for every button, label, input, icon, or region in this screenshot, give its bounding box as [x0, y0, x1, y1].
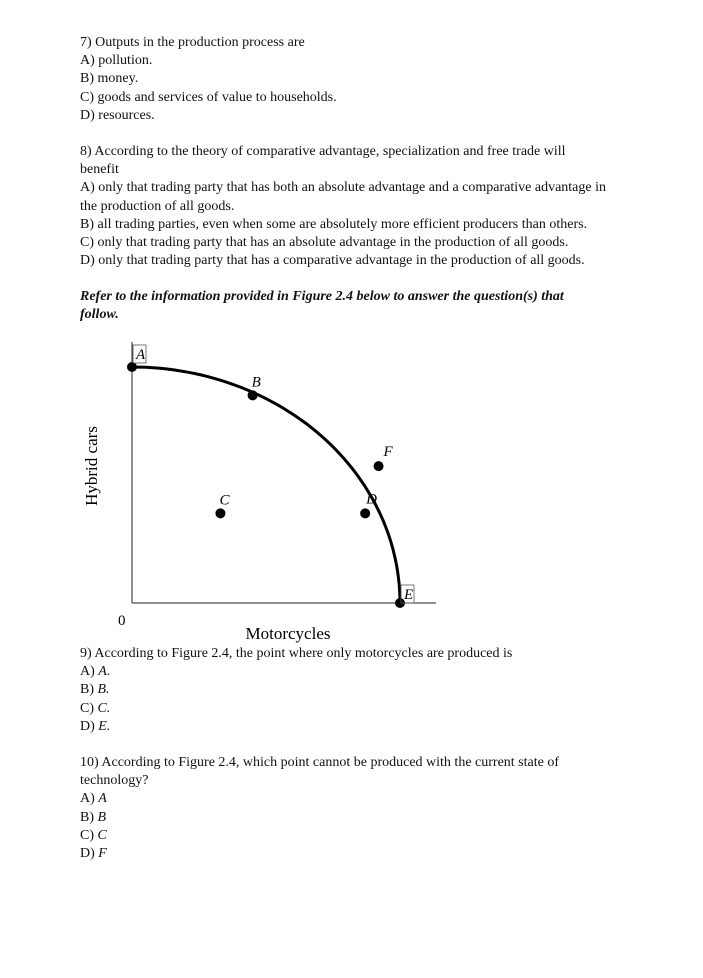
- question-8-stem: 8) According to the theory of comparative advantage, specialization and free trade will: [80, 144, 566, 159]
- origin-label: 0: [118, 613, 126, 629]
- question-7-option-d: D) resources.: [80, 107, 155, 123]
- question-10-option-d: D) F: [80, 846, 107, 862]
- instruction-line-2: follow.: [80, 307, 119, 323]
- point-f: [374, 461, 384, 471]
- point-f-label: F: [383, 444, 393, 461]
- instruction-line-1: Refer to the information provided in Figure 2.4 below to answer the question(s) that: [80, 289, 564, 304]
- question-7-stem: 7) Outputs in the production process are: [80, 35, 305, 50]
- ppf-chart: [70, 330, 470, 650]
- x-axis-label: Motorcycles: [245, 624, 331, 643]
- y-axis-label: Hybrid cars: [82, 426, 101, 506]
- question-8-option-b: B) all trading parties, even when some are absolutely more efficient producers than others.: [80, 216, 588, 232]
- question-10-option-a: A) A: [80, 791, 107, 807]
- question-8-stem-cont: benefit: [80, 162, 119, 178]
- question-9: [80, 645, 680, 736]
- point-d-label: D: [366, 491, 378, 508]
- question-9-option-d: D) E.: [80, 718, 111, 734]
- question-7: [80, 34, 680, 125]
- point-d: [360, 508, 370, 518]
- question-8: [80, 143, 680, 270]
- question-10-option-c: C) C: [80, 827, 107, 843]
- question-9-option-b: B) B.: [80, 682, 110, 698]
- point-b: [248, 390, 258, 400]
- question-10-stem-cont: technology?: [80, 773, 149, 789]
- point-e-label: E: [404, 587, 414, 603]
- point-b-label: B: [251, 374, 261, 391]
- question-9-option-a: A) A.: [80, 664, 111, 680]
- question-10-stem: 10) According to Figure 2.4, which point cannot be produced with the current state of: [80, 755, 559, 770]
- point-a-label: A: [136, 347, 146, 363]
- question-7-option-b: B) money.: [80, 71, 139, 87]
- point-c: [215, 508, 225, 518]
- question-8-option-d: D) only that trading party that has a comparative advantage in the production of all goods.: [80, 253, 585, 269]
- question-8-option-c: C) only that trading party that has an absolute advantage in the production of all goods.: [80, 235, 569, 251]
- point-a: [127, 362, 137, 372]
- question-7-option-c: C) goods and services of value to households.: [80, 89, 337, 105]
- points-layer: [127, 345, 414, 608]
- question-7-option-a: A) pollution.: [80, 53, 153, 69]
- point-c-label: C: [219, 492, 230, 509]
- question-10-option-b: B) B: [80, 809, 107, 825]
- question-8-option-a-cont: the production of all goods.: [80, 198, 235, 214]
- question-8-option-a: A) only that trading party that has both an absolute advantage and a comparative advantage in: [80, 180, 606, 196]
- frontier-curve: [132, 367, 400, 603]
- question-9-stem: 9) According to Figure 2.4, the point where only motorcycles are produced is: [80, 646, 513, 661]
- question-9-option-c: C) C.: [80, 700, 111, 716]
- figure-instruction: [80, 288, 680, 324]
- question-10: [80, 754, 680, 863]
